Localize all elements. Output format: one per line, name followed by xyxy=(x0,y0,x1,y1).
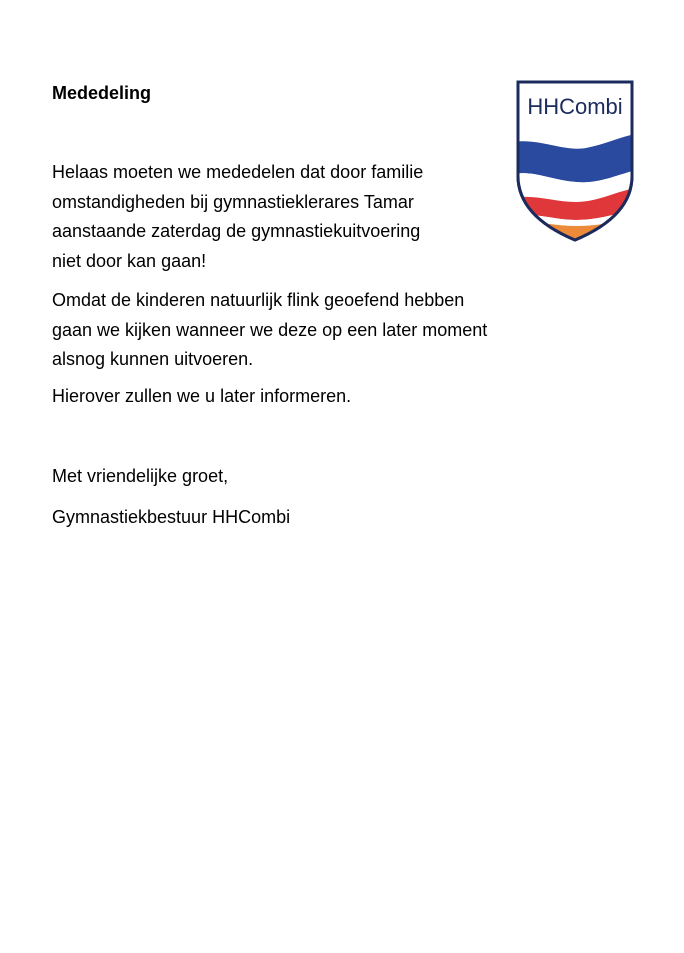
paragraph-line: alsnog kunnen uitvoeren. xyxy=(52,349,254,369)
hhcombi-logo xyxy=(514,78,636,244)
paragraph-line: Helaas moeten we mededelen dat door familie xyxy=(52,162,424,182)
paragraph-inform: Hierover zullen we u later informeren. xyxy=(52,386,352,406)
closing-greeting: Met vriendelijke groet, xyxy=(52,466,229,486)
paragraph-line: omstandigheden bij gymnastieklerares Tamar xyxy=(52,191,414,212)
paragraph-announcement xyxy=(52,158,492,276)
paragraph-reschedule xyxy=(52,286,572,375)
paragraph-line: gaan we kijken wanneer we deze op een later moment xyxy=(52,319,488,340)
paragraph-line: aanstaande zaterdag de gymnastiekuitvoering xyxy=(52,221,421,241)
document-heading: Mededeling xyxy=(52,83,152,103)
paragraph-line: niet door kan gaan! xyxy=(52,250,207,271)
signature: Gymnastiekbestuur HHCombi xyxy=(52,507,291,527)
logo-text: HHCombi xyxy=(527,94,623,119)
paragraph-line: Omdat de kinderen natuurlijk flink geoefend hebben xyxy=(52,290,465,310)
